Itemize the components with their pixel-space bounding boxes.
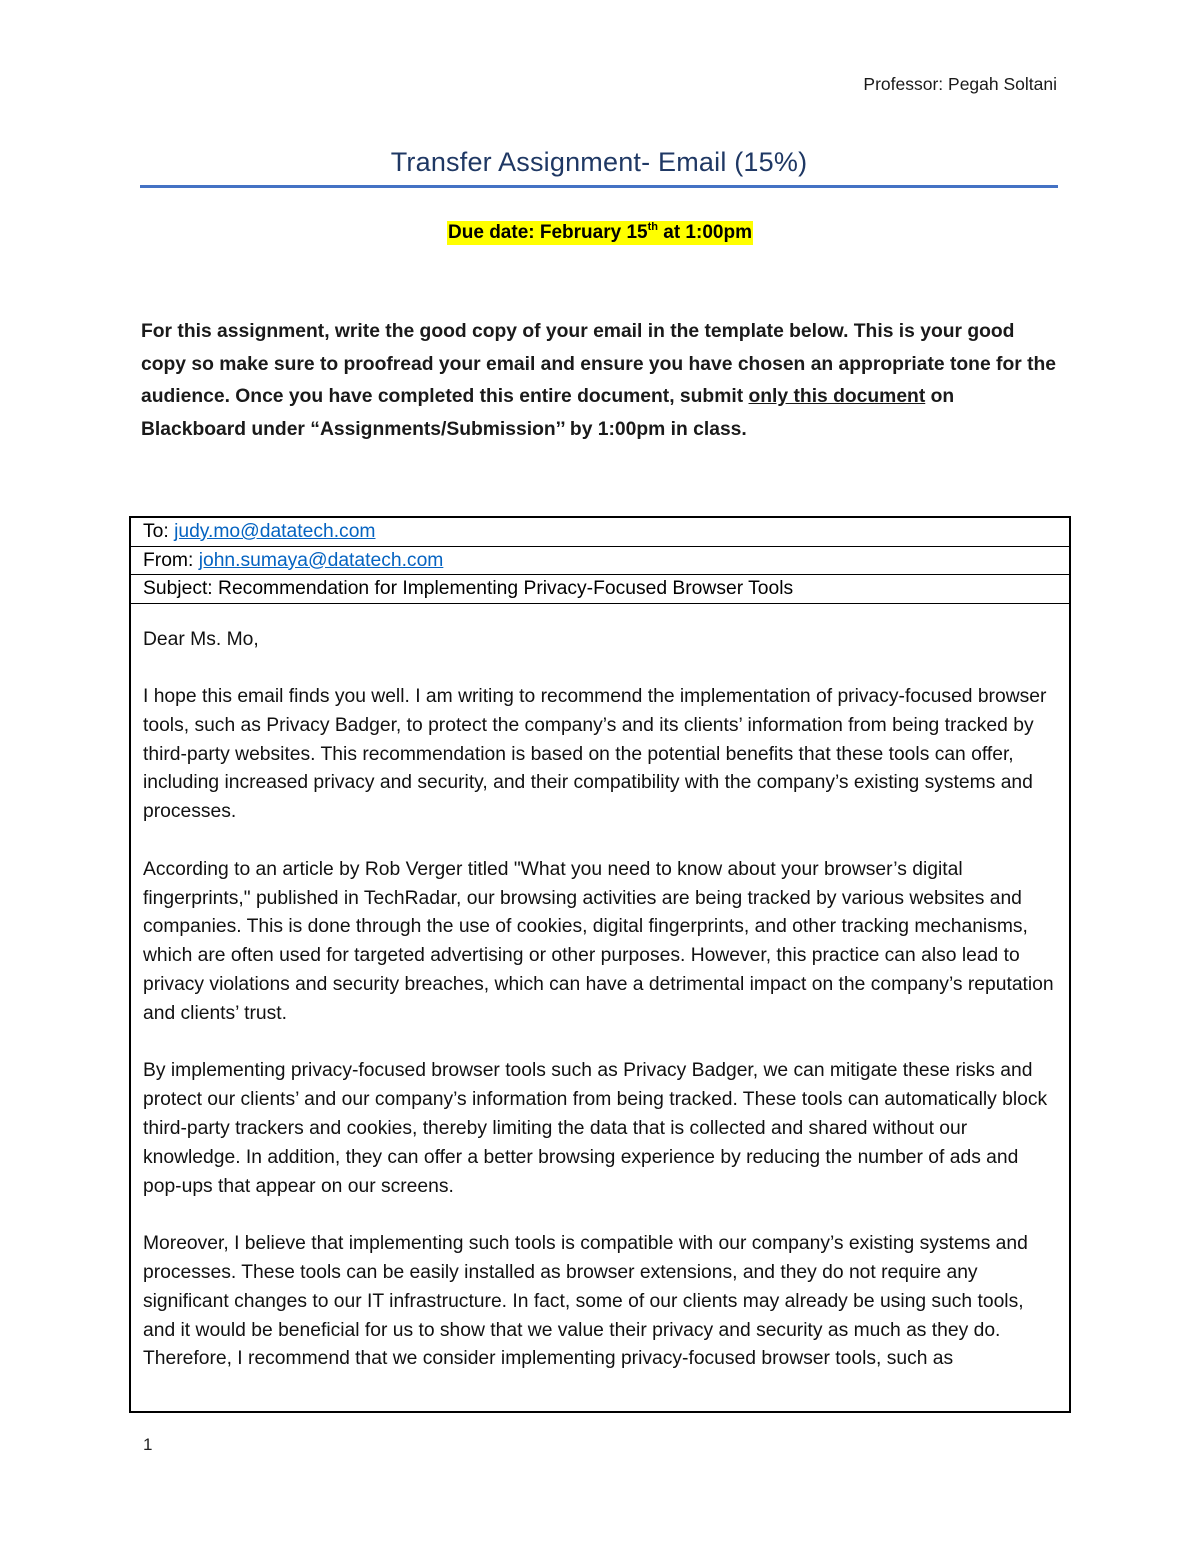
email-subject-row: Subject: Recommendation for Implementing Privacy-Focused Browser Tools bbox=[131, 575, 1069, 604]
due-date-sup: th bbox=[647, 221, 658, 233]
email-greeting: Dear Ms. Mo, bbox=[143, 628, 259, 650]
email-paragraph: I hope this email finds you well. I am writing to recommend the implementation of privacy-focused browser tools, such as Privacy Badger, to protect the company’s and its clients’ information from being tracked by third-party websites. This recommendation is based on the potential benefits that these tools can offer, including increased privacy and security, and their compatibility with the company’s existing systems and processes. bbox=[143, 686, 1047, 823]
intro-part2: on Blackboard under bbox=[141, 386, 955, 440]
due-date bbox=[0, 222, 1200, 244]
page-title: Transfer Assignment- Email (15%) bbox=[390, 147, 808, 177]
email-paragraph: According to an article by Rob Verger titled "What you need to know about your browser’s digital fingerprints," published in TechRadar, our browsing activities are being tracked by various websites and companies. This is done through the use of cookies, digital fingerprints, and other tracking mechanisms, which are often used for targeted advertising or other purposes. However, this practice can also lead to privacy violations and security breaches, which can have a detrimental impact on the company’s reputation and clients’ trust. bbox=[143, 858, 1054, 1024]
email-from-row bbox=[131, 547, 1069, 576]
email-to-row bbox=[131, 518, 1069, 547]
instructions-paragraph bbox=[141, 316, 1061, 446]
intro-part1: For this assignment, write the good copy of your email in the template below. This is your good copy so make sure to proofread your email and ensure you have chosen an appropriate tone for the audience. Once you have completed this entire document, submit bbox=[141, 321, 1057, 407]
email-paragraph: Moreover, I believe that implementing such tools is compatible with our company’s existing systems and processes. These tools can be easily installed as browser extensions, and they do not require any significant changes to our IT infrastructure. In fact, some of our clients may already be using such tools, and it would be beneficial for us to show that we value their privacy and security as much as they do. bbox=[143, 1233, 1028, 1341]
to-email-link[interactable]: judy.mo@datatech.com bbox=[174, 521, 376, 542]
email-template-table bbox=[129, 516, 1071, 1413]
from-email-link[interactable]: john.sumaya@datatech.com bbox=[198, 549, 444, 571]
title-underline bbox=[140, 185, 1058, 188]
email-paragraph: Therefore, I recommend that we consider implementing privacy-focused browser tools, such as bbox=[143, 1348, 954, 1370]
due-date-suffix: at 1:00pm bbox=[657, 222, 752, 243]
professor-header: Professor: Pegah Soltani bbox=[863, 74, 1057, 94]
intro-bold: “Assignments/Submission’’ by 1:00pm in class. bbox=[310, 418, 747, 440]
email-paragraph: By implementing privacy-focused browser tools such as Privacy Badger, we can mitigate these risks and protect our clients’ and our company’s information from being tracked. These tools can automatically block third-party trackers and cookies, thereby limiting the data that is collected and shared without our knowledge. In addition, they can offer a better browsing experience by reducing the number of ads and pop-ups that appear on our screens. bbox=[143, 1060, 1048, 1197]
due-date-highlight bbox=[447, 221, 753, 245]
to-label: To: bbox=[143, 521, 175, 542]
from-label: From: bbox=[143, 549, 199, 571]
page-number: 1 bbox=[143, 1435, 153, 1454]
due-date-prefix: Due date: February 15 bbox=[448, 222, 648, 243]
email-body bbox=[131, 604, 1069, 1411]
intro-underlined: only this document bbox=[748, 386, 926, 407]
